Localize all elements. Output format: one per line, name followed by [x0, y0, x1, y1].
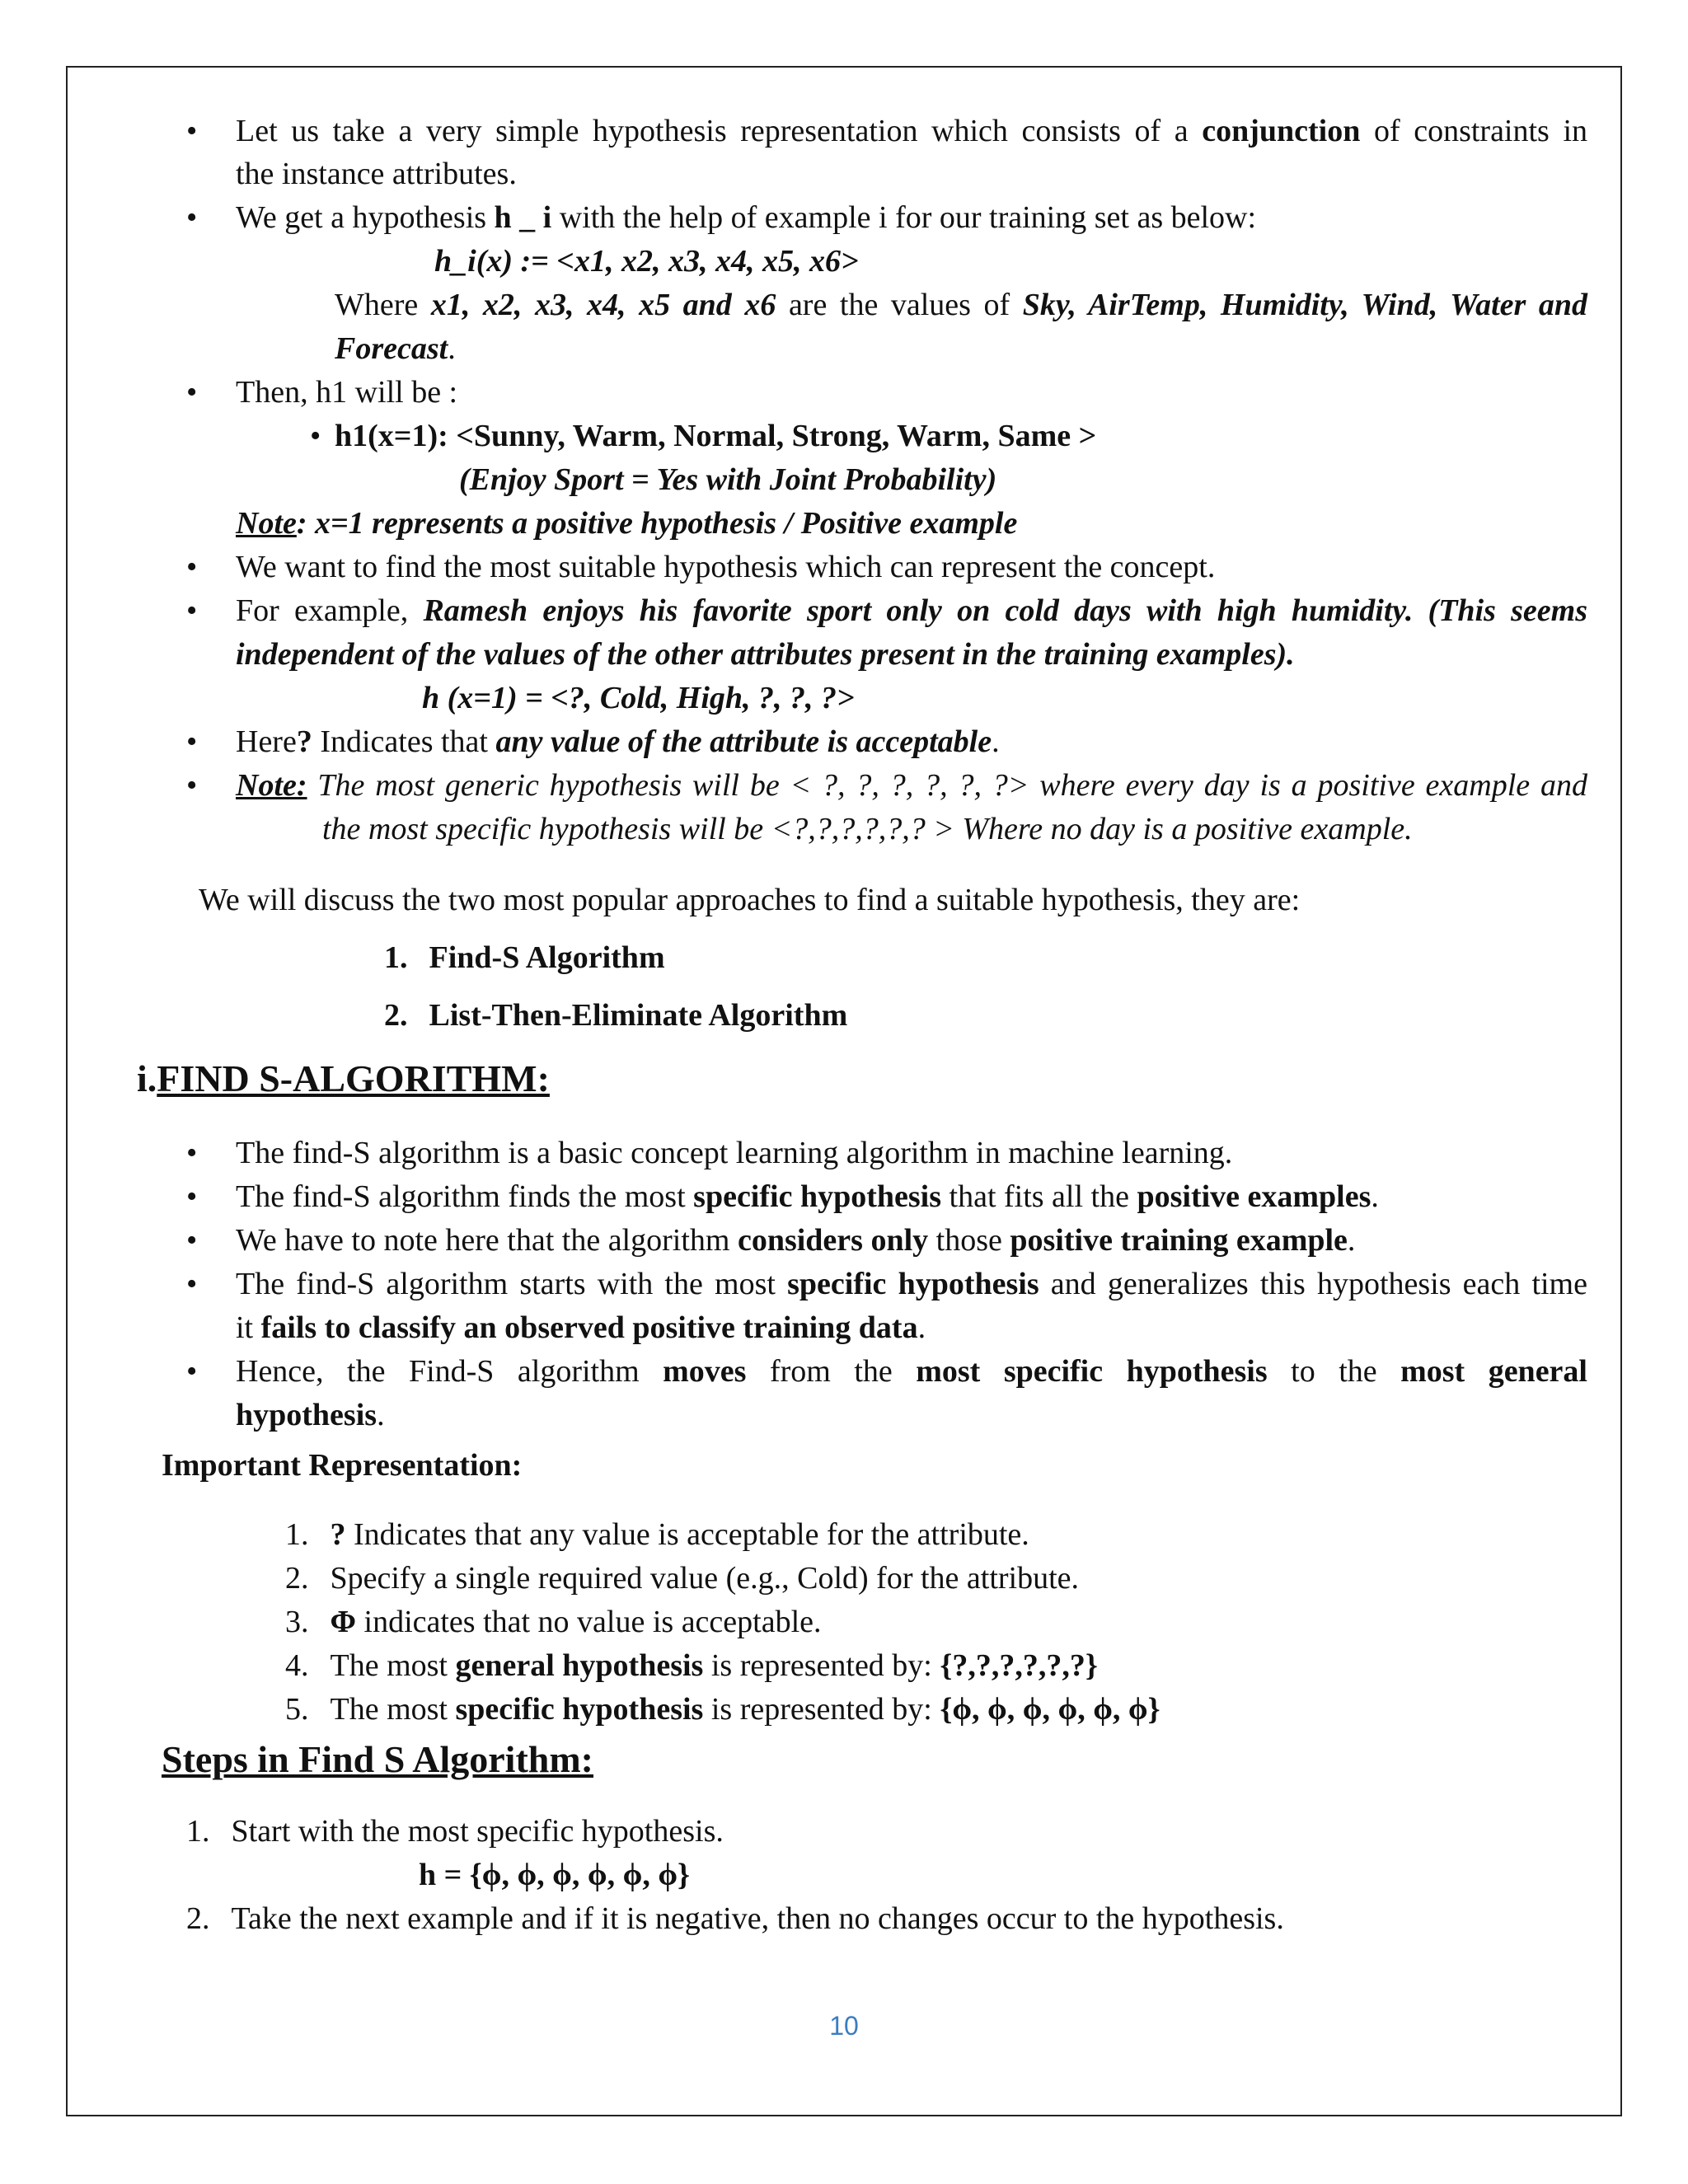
bullet-then-h1: Then, h1 will be : [236, 375, 458, 410]
bullet-conjunction-line1: Let us take a very simple hypothesis representation which consists of a conjunction of constraints in [236, 114, 1588, 148]
find-s-considers: We have to note here that the algorithm considers only those positive training example. [236, 1223, 1356, 1258]
bullet-marker: • [186, 768, 198, 803]
step1-formula: h = {ϕ, ϕ, ϕ, ϕ, ϕ, ϕ} [419, 1858, 691, 1892]
bullet-example-line2: independent of the values of the other attributes present in the training examples). [236, 637, 1295, 672]
bullet-suitable-hypothesis: We want to find the most suitable hypothesis which can represent the concept. [236, 550, 1216, 584]
find-s-starts-line1: The find-S algorithm starts with the most specific hypothesis and generalizes this hypothesis each time [236, 1267, 1587, 1301]
h1-definition: h1(x=1): <Sunny, Warm, Normal, Strong, Warm, Same > [335, 419, 1097, 453]
bullet-marker: • [186, 550, 198, 584]
representation-item: 4. The most general hypothesis is represented by: {?,?,?,?,?,?} [285, 1648, 1098, 1683]
sub-bullet-marker: • [310, 419, 321, 453]
important-representation-title: Important Representation: [162, 1448, 523, 1483]
approach-item: 1. Find-S Algorithm [384, 940, 665, 975]
hypothesis-definition: h_i(x) := <x1, x2, x3, x4, x5, x6> [434, 244, 859, 279]
bullet-note-generic-line2: the most specific hypothesis will be <?,?,?,?,?,? > Where no day is a positive example. [322, 812, 1413, 846]
representation-item: 3. Φ indicates that no value is acceptable. [285, 1605, 822, 1639]
representation-item: 2. Specify a single required value (e.g., Cold) for the attribute. [285, 1561, 1080, 1596]
bullet-marker: • [186, 200, 198, 235]
bullet-note-generic-line1: Note: The most generic hypothesis will be < ?, ?, ?, ?, ?, ?> where every day is a positive example and [236, 768, 1587, 803]
representation-item: 5. The most specific hypothesis is represented by: {ϕ, ϕ, ϕ, ϕ, ϕ, ϕ} [285, 1692, 1160, 1727]
bullet-example-line1: For example, Ramesh enjoys his favorite sport only on cold days with high humidity. (This seems [236, 593, 1587, 628]
bullet-marker: • [186, 1354, 198, 1389]
bullet-conjunction-line2: the instance attributes. [236, 157, 517, 191]
bullet-hypothesis-hi: We get a hypothesis h _ i with the help of example i for our training set as below: [236, 200, 1257, 235]
find-s-moves-line1: Hence, the Find-S algorithm moves from the most specific hypothesis to the most general [236, 1354, 1587, 1389]
steps-heading: Steps in Find S Algorithm: [162, 1738, 593, 1780]
hypothesis-cold-high: h (x=1) = <?, Cold, High, ?, ?, ?> [422, 681, 855, 715]
where-line1: Where x1, x2, x3, x4, x5 and x6 are the values of Sky, AirTemp, Humidity, Wind, Water and [335, 288, 1588, 322]
page-number: 10 [829, 2011, 859, 2041]
representation-item: 1. ? Indicates that any value is acceptable for the attribute. [285, 1517, 1029, 1552]
bullet-marker: • [186, 1136, 198, 1170]
bullet-marker: • [186, 593, 198, 628]
bullet-question-mark: Here? Indicates that any value of the attribute is acceptable. [236, 724, 1000, 759]
bullet-marker: • [186, 375, 198, 410]
approach-item: 2. List-Then-Eliminate Algorithm [384, 998, 848, 1033]
find-s-specific: The find-S algorithm finds the most specific hypothesis that fits all the positive examples. [236, 1179, 1379, 1214]
discuss-approaches: We will discuss the two most popular approaches to find a suitable hypothesis, they are: [199, 883, 1301, 917]
note-positive-example: Note: x=1 represents a positive hypothesis / Positive example [236, 506, 1018, 541]
step-item: 1. Start with the most specific hypothesis. [186, 1814, 724, 1849]
enjoy-sport-note: (Enjoy Sport = Yes with Joint Probability) [459, 462, 997, 497]
bullet-marker: • [186, 1267, 198, 1301]
find-s-moves-line2: hypothesis. [236, 1398, 385, 1432]
where-line2: Forecast. [335, 331, 456, 366]
step-item: 2. Take the next example and if it is negative, then no changes occur to the hypothesis. [186, 1901, 1284, 1936]
find-s-basic: The find-S algorithm is a basic concept learning algorithm in machine learning. [236, 1136, 1233, 1170]
find-s-starts-line2: it fails to classify an observed positive training data. [236, 1310, 926, 1345]
bullet-marker: • [186, 724, 198, 759]
bullet-marker: • [186, 1223, 198, 1258]
bullet-marker: • [186, 1179, 198, 1214]
bullet-marker: • [186, 114, 198, 148]
section-heading-find-s: i.FIND S-ALGORITHM: [137, 1057, 550, 1099]
